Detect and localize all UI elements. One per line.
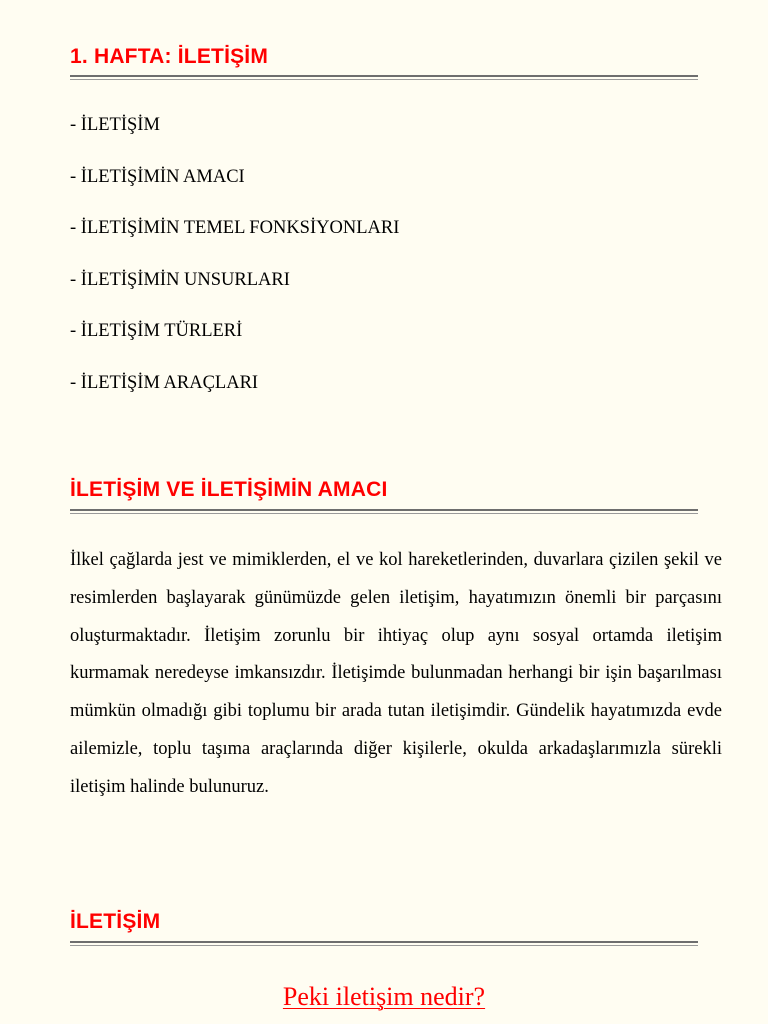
heading-divider <box>70 941 698 943</box>
topic-item: - İLETİŞİM ARAÇLARI <box>70 372 259 393</box>
topic-item: - İLETİŞİM <box>70 115 160 135</box>
topic-item: - İLETİŞİMİN AMACI <box>70 166 245 187</box>
topic-item: - İLETİŞİMİN TEMEL FONKSİYONLARI <box>70 218 400 238</box>
topic-item: - İLETİŞİM TÜRLERİ <box>70 321 243 341</box>
section-heading: İLETİŞİM <box>70 910 161 933</box>
heading-divider <box>70 75 698 77</box>
heading-divider <box>70 509 698 511</box>
topic-list <box>70 114 399 423</box>
topic-item: - İLETİŞİMİN UNSURLARI <box>70 269 290 290</box>
section-heading: İLETİŞİM VE İLETİŞİMİN AMACI <box>70 478 388 501</box>
question-link[interactable]: Peki iletişim nedir? <box>282 982 486 1011</box>
week-heading: 1. HAFTA: İLETİŞİM <box>70 45 269 68</box>
body-paragraph: İlkel çağlarda jest ve mimiklerden, el ve kol hareketlerinden, duvarlara çizilen şekil ve resimlerden başlayarak günümüzde gelen iletişim, hayatımızın önemli bir parçasını oluşturmaktadır. İletişim zorunlu bir ihtiyaç olup aynı sosyal ortamda iletişim kurmamak neredeyse imkansızdır. İletişimde bulunmadan herhangi bir işin başarılması mümkün olmadığı gibi toplumu bir arada tutan iletişimdir. Gündelik hayatımızda evde ailemizle, toplu taşıma araçlarında diğer kişilerle, okulda arkadaşlarımızla sürekli iletişim halinde bulunuruz. <box>70 550 722 797</box>
